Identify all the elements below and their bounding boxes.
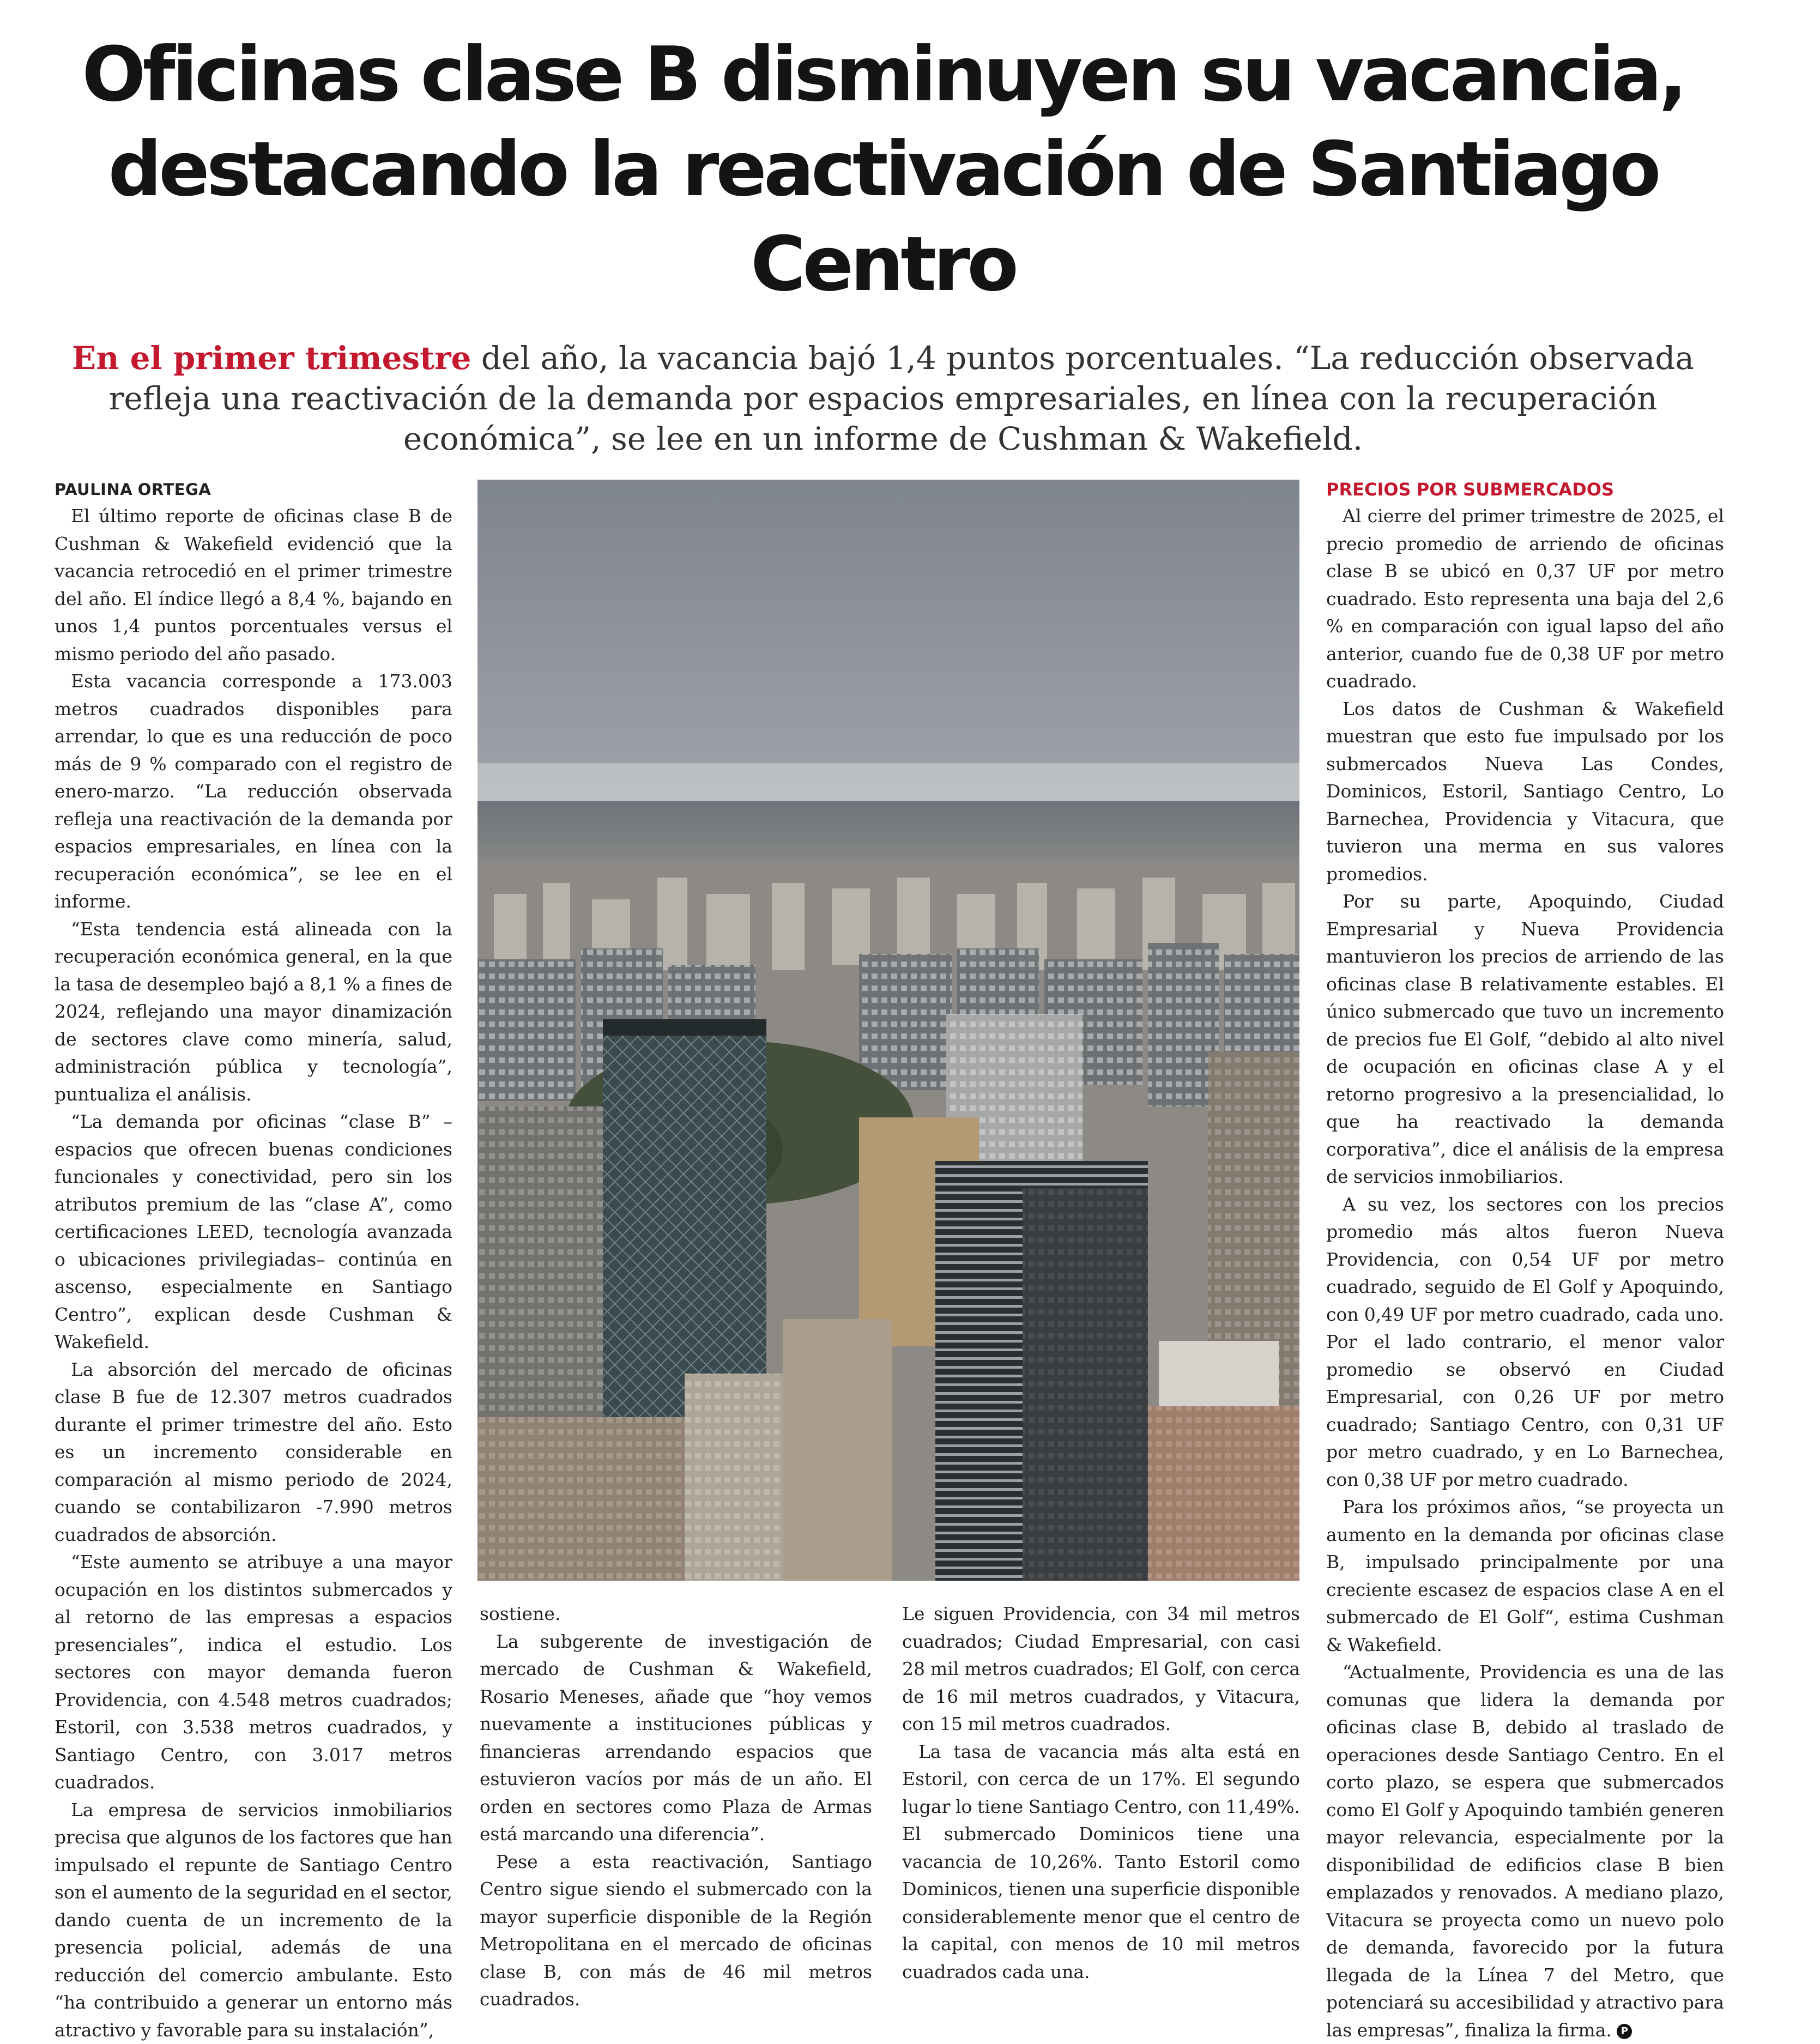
article-column-1 (55, 479, 452, 2044)
city-skyline-photo (477, 480, 1299, 1581)
paragraph: sostiene. (480, 1600, 872, 1628)
paragraph: Por su parte, Apoquindo, Ciudad Empresarial y Nueva Providencia mantuvieron los precios de arriendo de las oficinas clase B relativamente estables. El único submercado que tuvo un incremento de precios fue El Golf, “debido al alto nivel de ocupación en oficinas clase A y el retorno progresivo a la presencialidad, lo que ha reactivado la demanda corporativa”, dice el análisis de la empresa de servicios inmobiliarios. (1326, 888, 1724, 1191)
section-heading: PRECIOS POR SUBMERCADOS (1326, 479, 1724, 500)
paragraph: Esta vacancia corresponde a 173.003 metros cuadrados disponibles para arrendar, lo que es una reducción de poco más de 9 % comparado con el registro de enero-marzo. “La reducción observada refleja una reactivación de la demanda por espacios empresariales, en línea con la recuperación económica”, se lee en el informe. (55, 668, 452, 916)
paragraph: “La demanda por oficinas “clase B” –espacios que ofrecen buenas condiciones funcionales y conectividad, pero sin los atributos premium de las “clase A”, como certificaciones LEED, tecnología avanzada o ubicaciones privilegiadas– continúa en ascenso, especialmente en Santiago Centro”, explican desde Cushman & Wakefield. (55, 1108, 452, 1356)
paragraph: La tasa de vacancia más alta está en Estoril, con cerca de un 17%. El segundo lugar lo tiene Santiago Centro, con 11,49%. El submercado Dominicos tiene una vacancia de 10,26%. Tanto Estoril como Dominicos, tienen una superficie disponible considerablemente menor que el centro de la capital, con menos de 10 mil metros cuadrados cada una. (902, 1738, 1300, 1986)
paragraph: La empresa de servicios inmobiliarios precisa que algunos de los factores que han impulsado el repunte de Santiago Centro son el aumento de la seguridad en el sector, dando cuenta de un incremento de la presencia policial, además de una reducción del comercio ambulante. Esto “ha contribuido a generar un entorno más atractivo y favorable para su instalación”, (55, 1797, 452, 2044)
paragraph (1326, 1659, 1724, 2044)
paragraph-text: “Actualmente, Providencia es una de las comunas que lidera la demanda por oficinas clase B, debido al traslado de operaciones desde Santiago Centro. En el corto plazo, se espera que submercados como El Golf y Apoquindo también generen mayor relevancia, especialmente por la disponibilidad de edificios clase B bien emplazados y renovados. A mediano plazo, Vitacura se proyecta como un nuevo polo de demanda, favorecido por la futura llegada de la Línea 7 del Metro, que potenciará su accesibilidad y atractivo para las empresas”, finaliza la firma. (1326, 1661, 1724, 2041)
deck (55, 338, 1712, 459)
paragraph: Al cierre del primer trimestre de 2025, el precio promedio de arriendo de oficinas clase B se ubicó en 0,37 UF por metro cuadrado. Esto representa una baja del 2,6 % en comparación con igual lapso del año anterior, cuando fue de 0,38 UF por metro cuadrado. (1326, 503, 1724, 696)
article-column-2 (480, 1600, 872, 2013)
paragraph: La absorción del mercado de oficinas clase B fue de 12.307 metros cuadrados durante el primer trimestre del año. Esto es un incremento considerable en comparación al mismo periodo de 2024, cuando se contabilizaron -7.990 metros cuadrados de absorción. (55, 1356, 452, 1549)
end-mark-icon: P (1617, 2024, 1632, 2039)
paragraph: Pese a esta reactivación, Santiago Centro sigue siendo el submercado con la mayor superficie disponible de la Región Metropolitana en el mercado de oficinas clase B, con más de 46 mil metros cuadrados. (480, 1848, 872, 2013)
deck-text: del año, la vacancia bajó 1,4 puntos porcentuales. “La reducción observada refleja una reactivación de la demanda por espacios empresariales, en línea con la recuperación económica”, se lee en un informe de Cushman & Wakefield. (109, 340, 1694, 457)
paragraph: La subgerente de investigación de mercado de Cushman & Wakefield, Rosario Meneses, añade que “hoy vemos nuevamente a instituciones públicas y financieras arrendando espacios que estuvieron vacíos por más de un año. El orden en sectores como Plaza de Armas está marcando una diferencia”. (480, 1628, 872, 1848)
paragraph: Le siguen Providencia, con 34 mil metros cuadrados; Ciudad Empresarial, con casi 28 mil metros cuadrados; El Golf, con cerca de 16 mil metros cuadrados, y Vitacura, con 15 mil metros cuadrados. (902, 1600, 1300, 1738)
paragraph: El último reporte de oficinas clase B de Cushman & Wakefield evidenció que la vacancia retrocedió en el primer trimestre del año. El índice llegó a 8,4 %, bajando en unos 1,4 puntos porcentuales versus el mismo periodo del año pasado. (55, 503, 452, 668)
paragraph: Para los próximos años, “se proyecta un aumento en la demanda por oficinas clase B, impulsado principalmente por una creciente escasez de espacios clase A en el submercado de El Golf“, estima Cushman & Wakefield. (1326, 1493, 1724, 1659)
paragraph: Los datos de Cushman & Wakefield muestran que esto fue impulsado por los submercados Nueva Las Condes, Dominicos, Estoril, Santiago Centro, Lo Barnechea, Providencia y Vitacura, que tuvieron una merma en sus valores promedios. (1326, 696, 1724, 888)
paragraph: “Esta tendencia está alineada con la recuperación económica general, en la que la tasa de desempleo bajó a 8,1 % a fines de 2024, reflejando una mayor dinamización de sectores clave como minería, salud, administración pública y tecnología”, puntualiza el análisis. (55, 916, 452, 1109)
deck-lead: En el primer trimestre (72, 340, 471, 377)
article-column-4 (1326, 479, 1724, 2044)
byline: PAULINA ORTEGA (55, 479, 452, 500)
article-column-3 (902, 1600, 1300, 1986)
paragraph: “Este aumento se atribuye a una mayor ocupación en los distintos submercados y al retorno de las empresas a espacios presenciales”, indica el estudio. Los sectores con mayor demanda fueron Providencia, con 4.548 metros cuadrados; Estoril, con 3.538 metros cuadrados, y Santiago Centro, con 3.017 metros cuadrados. (55, 1549, 452, 1797)
paragraph: A su vez, los sectores con los precios promedio más altos fueron Nueva Providencia, con 0,54 UF por metro cuadrado, seguido de El Golf y Apoquindo, con 0,49 UF por metro cuadrado, cada uno. Por el lado contrario, el menor valor promedio se observó en Ciudad Empresarial, con 0,26 UF por metro cuadrado; Santiago Centro, con 0,31 UF por metro cuadrado, y en Lo Barnechea, con 0,38 UF por metro cuadrado. (1326, 1191, 1724, 1494)
headline: Oficinas clase B disminuyen su vacancia, destacando la reactivación de Santiago Centro (55, 27, 1712, 312)
